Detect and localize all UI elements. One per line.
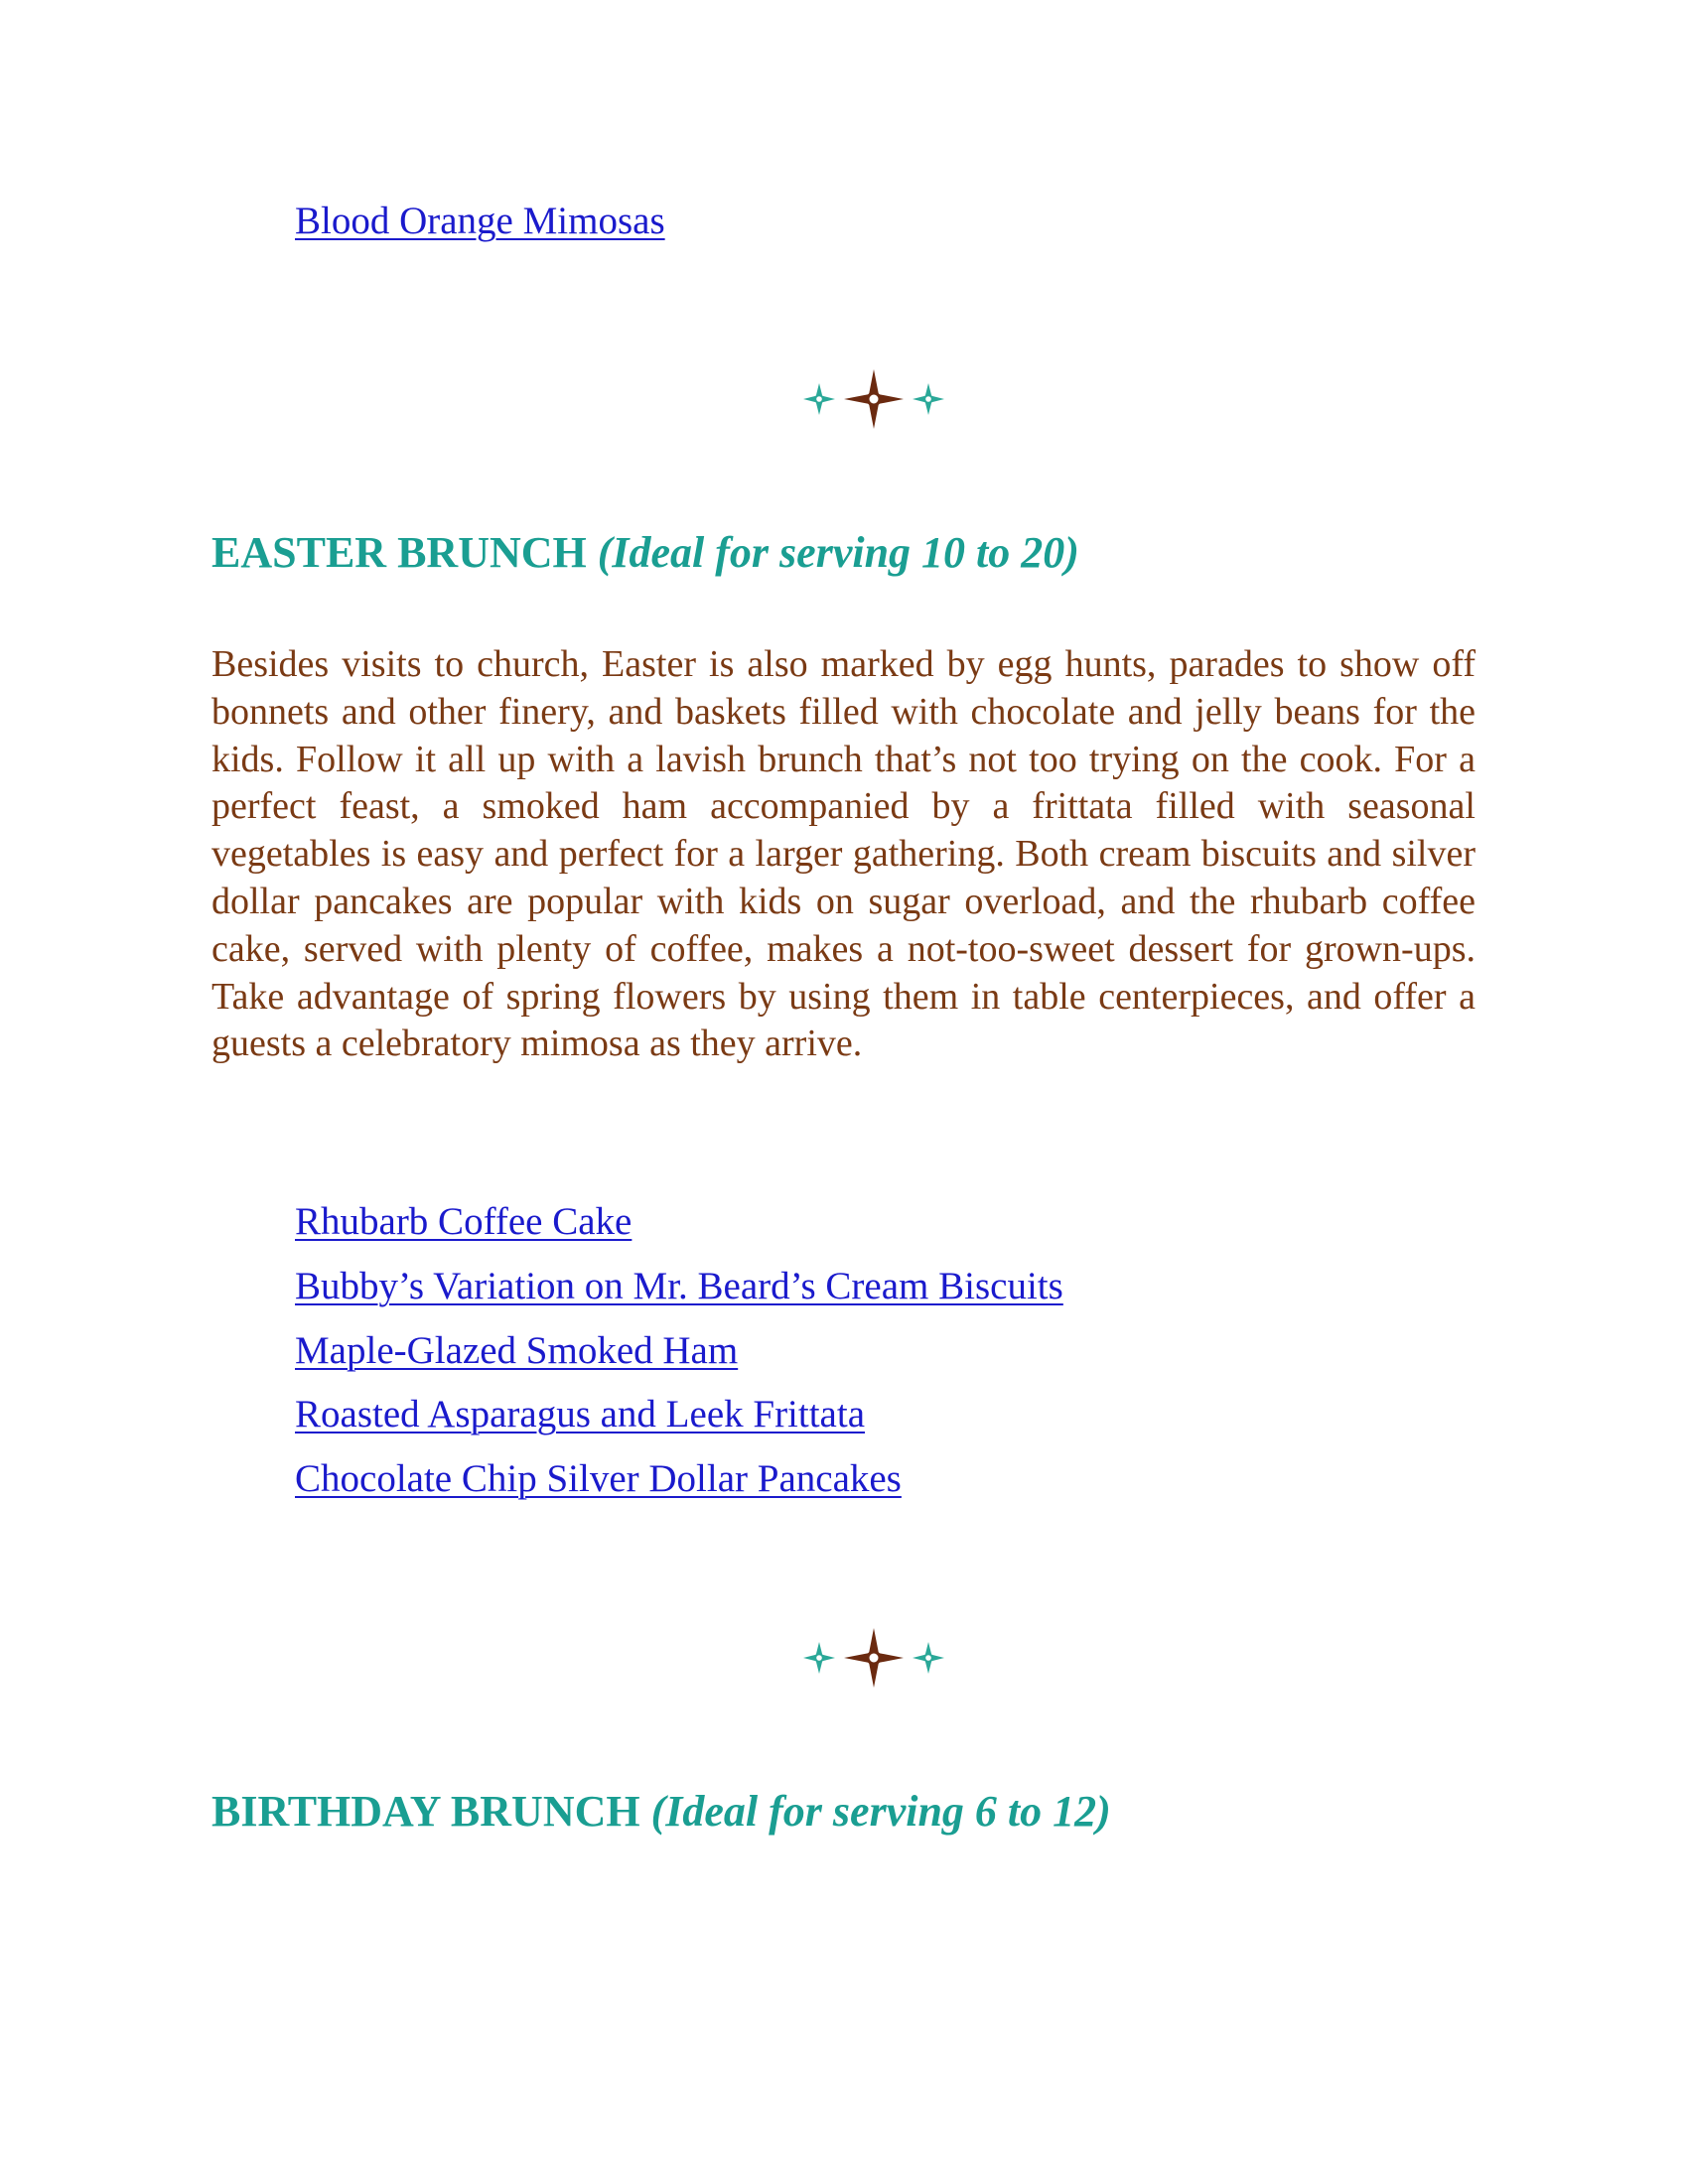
easter-brunch-heading: [211, 526, 1079, 580]
recipe-link-cream-biscuits[interactable]: Bubby’s Variation on Mr. Beard’s Cream Biscuits: [295, 1265, 1063, 1307]
birthday-brunch-title: BIRTHDAY BRUNCH: [211, 1787, 640, 1836]
recipe-link-smoked-ham[interactable]: Maple-Glazed Smoked Ham: [295, 1329, 739, 1372]
birthday-brunch-subtitle: (Ideal for serving 6 to 12): [650, 1787, 1111, 1836]
ornament-divider-icon: [794, 1623, 953, 1693]
recipe-link-blood-orange-mimosas[interactable]: Blood Orange Mimosas: [295, 200, 665, 242]
easter-brunch-description: Besides visits to church, Easter is also marked by egg hunts, parades to show off bonnets and other finery, and baskets filled with chocolate and jelly beans for the kids. Follow it all up with a lavish brunch that’s not too trying on the cook. For a perfect feast, a smoked ham accompanied by a frittata filled with seasonal vegetables is easy and perfect for a larger gathering. Both cream biscuits and silver dollar pancakes are popular with kids on sugar overload, and the rhubarb coffee cake, served with plenty of coffee, makes a not-too-sweet dessert for grown-ups. Take advantage of spring flowers by using them in table centerpieces, and offer a guests a celebratory mimosa as they arrive.: [211, 643, 1476, 1065]
recipe-link-silver-dollar-pancakes[interactable]: Chocolate Chip Silver Dollar Pancakes: [295, 1457, 902, 1500]
ornament-divider-icon: [794, 364, 953, 434]
easter-brunch-subtitle: (Ideal for serving 10 to 20): [597, 528, 1079, 577]
easter-brunch-title: EASTER BRUNCH: [211, 528, 587, 577]
recipe-link-frittata[interactable]: Roasted Asparagus and Leek Frittata: [295, 1393, 866, 1435]
birthday-brunch-heading: [211, 1785, 1111, 1839]
recipe-link-rhubarb-coffee-cake[interactable]: Rhubarb Coffee Cake: [295, 1200, 633, 1243]
